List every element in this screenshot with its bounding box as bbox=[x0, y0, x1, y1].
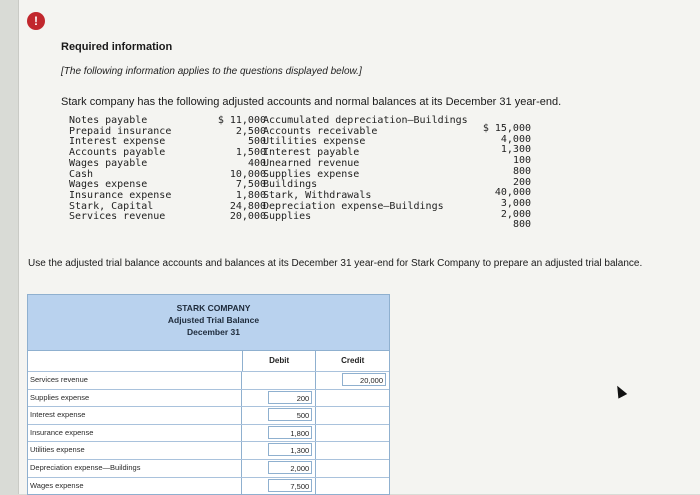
credit-cell bbox=[316, 442, 389, 459]
question-page bbox=[18, 0, 700, 494]
credit-amount-input[interactable]: 20,000 bbox=[342, 373, 386, 386]
instruction-text: Use the adjusted trial balance accounts and balances at its December 31 year-end for Stark Company to prepare an adjusted trial balance. bbox=[28, 258, 643, 269]
table-row bbox=[28, 371, 389, 389]
required-information-title: Required information bbox=[61, 41, 173, 53]
debit-cell bbox=[242, 478, 316, 495]
company-name: STARK COMPANY bbox=[176, 303, 251, 313]
alert-icon: ! bbox=[27, 12, 45, 30]
mouse-cursor-icon bbox=[613, 383, 627, 398]
table-row bbox=[28, 459, 389, 477]
account-names-right: Accumulated depreciation—Buildings Accounts receivable Utilities expense Interest payable Unearned revenue Supplies expense Buildings Stark, Withdrawals Depreciation expense—Buildings Supplies bbox=[263, 115, 468, 223]
account-select[interactable]: Services revenue bbox=[28, 372, 242, 389]
table-header bbox=[28, 295, 389, 350]
debit-amount-input[interactable]: 200 bbox=[268, 391, 312, 404]
account-select[interactable]: Supplies expense bbox=[28, 390, 242, 407]
credit-cell bbox=[316, 478, 389, 495]
debit-cell bbox=[242, 425, 316, 442]
account-select[interactable]: Depreciation expense—Buildings bbox=[28, 460, 242, 477]
debit-cell bbox=[242, 460, 316, 477]
statement-date: December 31 bbox=[187, 327, 240, 337]
account-select[interactable]: Insurance expense bbox=[28, 425, 242, 442]
debit-cell bbox=[242, 407, 316, 424]
account-select[interactable]: Wages expense bbox=[28, 478, 242, 495]
account-names-left: Notes payable Prepaid insurance Interest expense Accounts payable Wages payable Cash Wages expense Insurance expense Stark, Capital Services revenue bbox=[69, 115, 172, 223]
credit-cell bbox=[316, 425, 389, 442]
account-select[interactable]: Utilities expense bbox=[28, 442, 242, 459]
table-row bbox=[28, 406, 389, 424]
credit-cell bbox=[316, 372, 389, 389]
credit-cell bbox=[316, 407, 389, 424]
debit-amount-input[interactable]: 1,800 bbox=[268, 426, 312, 439]
required-information-note: [The following information applies to the questions displayed below.] bbox=[61, 66, 362, 77]
credit-cell bbox=[316, 390, 389, 407]
statement-title: Adjusted Trial Balance bbox=[167, 315, 260, 325]
problem-intro: Stark company has the following adjusted accounts and normal balances at its December 31 year-end. bbox=[61, 96, 562, 108]
account-select[interactable]: Interest expense bbox=[28, 407, 242, 424]
debit-cell bbox=[242, 442, 316, 459]
debit-amount-input[interactable]: 1,300 bbox=[268, 443, 312, 456]
table-row bbox=[28, 389, 389, 407]
debit-amount-input[interactable]: 7,500 bbox=[268, 479, 312, 492]
account-balances-left: $ 11,000 2,500 500 1,500 400 10,000 7,500 1,800 24,800 20,000 bbox=[217, 115, 266, 223]
table-row bbox=[28, 424, 389, 442]
credit-cell bbox=[316, 460, 389, 477]
column-header-row bbox=[28, 350, 389, 371]
debit-header: Debit bbox=[243, 351, 317, 371]
debit-amount-input[interactable]: 2,000 bbox=[268, 461, 312, 474]
adjusted-trial-balance-table bbox=[27, 294, 390, 495]
debit-cell bbox=[242, 372, 316, 389]
table-row bbox=[28, 441, 389, 459]
table-row bbox=[28, 477, 389, 495]
debit-cell bbox=[242, 390, 316, 407]
debit-amount-input[interactable]: 500 bbox=[268, 408, 312, 421]
account-balances-right: $ 15,000 4,000 1,300 100 800 200 40,000 3,000 2,000 800 bbox=[482, 123, 531, 231]
credit-header: Credit bbox=[341, 356, 365, 365]
